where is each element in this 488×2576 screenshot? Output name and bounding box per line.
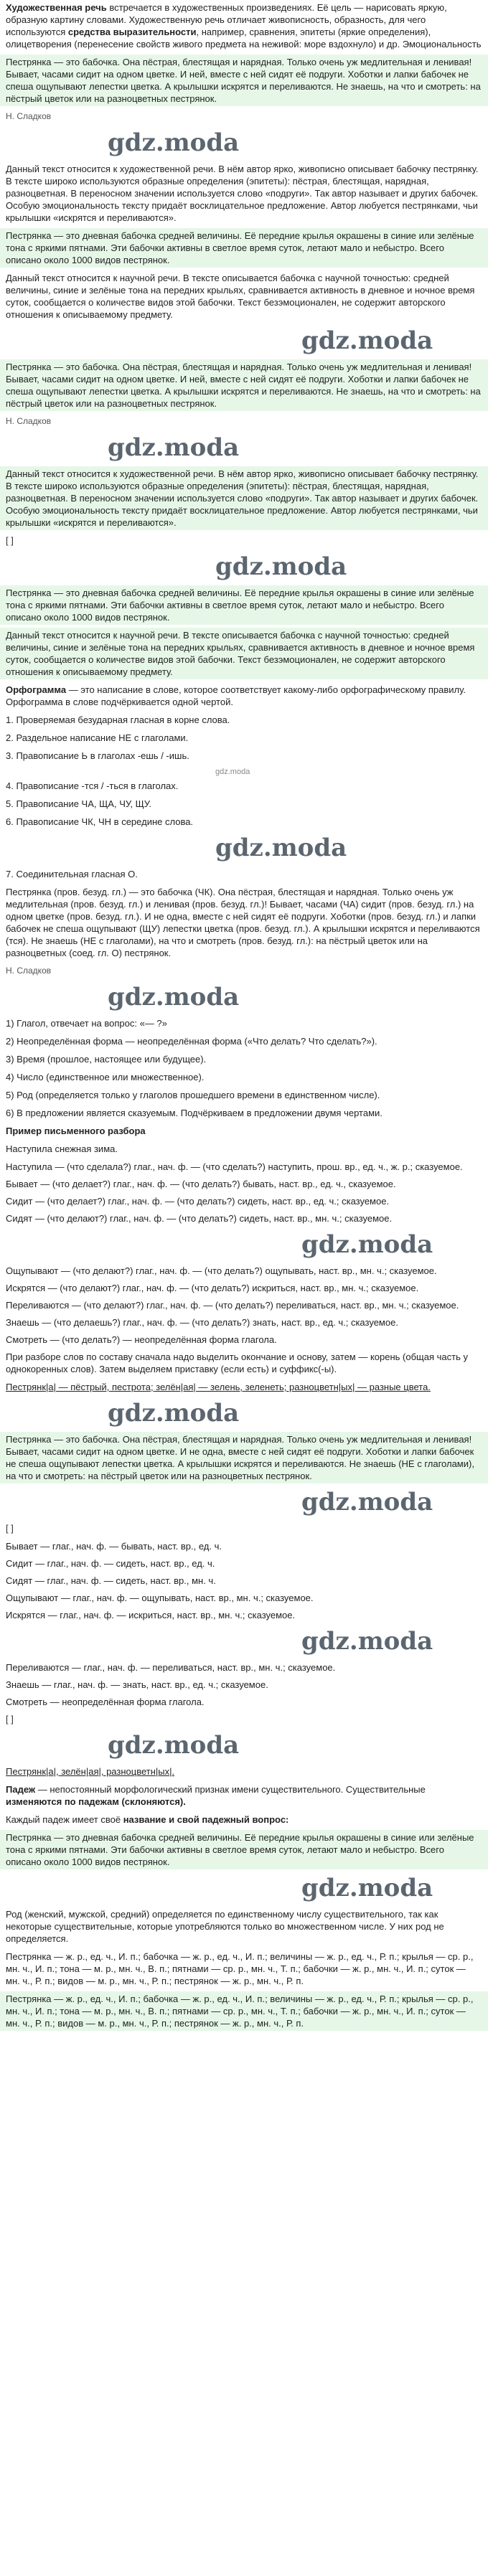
orthogram-rule: 7. Соединительная гласная О. [6, 869, 138, 879]
orthogram-definition [0, 682, 488, 709]
orthogram-term: Орфограмма [6, 684, 67, 695]
intro-text: встречается в художественных произведениях. Её цель — нарисовать яркую, образную картину словами. Художественную речь отличает живописность, образность, для чего используются [6, 2, 447, 37]
verb-feature: 4) Число (единственное или множественное). [6, 1072, 205, 1082]
example-sentence: Наступила снежная зима. [6, 1143, 118, 1154]
repeat-analysis: Ощупывают — глаг., нач. ф. — ощупывать, наст. вр., мн. ч.; сказуемое. [6, 1593, 314, 1603]
intro-term2: средства выразительности [67, 27, 197, 37]
orthogram-rule: 6. Правописание ЧК, ЧН в середине слова. [6, 816, 194, 827]
repeat-analysis: Сидит — глаг., нач. ф. — сидеть, наст. вр., ед. ч. [6, 1558, 215, 1569]
orthogram-rule: 3. Правописание Ь в глаголах -ешь / -ишь. [6, 750, 189, 761]
case-each [0, 1812, 488, 1827]
watermark-logo: gdz.moda [108, 983, 240, 1011]
scientific-source-1: Пестрянка — это дневная бабочка средней величины. Её передние крылья окрашены в синие или зелёные тона с яркими пятнами. Эти бабочки активны в светлое время суток, летают мало и небыстро. Всего описано около 1000 видов пестрянок. [0, 228, 488, 268]
watermark-logo: gdz.moda [215, 834, 347, 862]
example-title-text: Пример письменного разбора [6, 1126, 146, 1136]
watermark-logo: gdz.moda [301, 326, 433, 355]
gender-note: Род (женский, мужской, средний) определяется по единственному числу существительного, так как некоторые существительные, которые употребляются только во множественном числе. У них род не определяется. [6, 1909, 444, 1944]
case-parse-1: Пестрянка — ж. р., ед. ч., И. п.; бабочка — ж. р., ед. ч., И. п.; величины — ж. р., ед. ч., Р. п.; крылья — ср. р., мн. ч., И. п.; тона — м. р., мн. ч., В. п.; пятнами — ср. р., мн. ч., Т. п.; бабочки — ж. р., мн. ч., И. п.; суток — мн. ч., Р. п.; видов — м. р., мн. ч., Р. п.; пестрянок — ж. р., мн. ч., Р. п. [6, 1951, 474, 1986]
orthogram-rule: 5. Правописание ЧА, ЩА, ЧУ, ЩУ. [6, 798, 151, 809]
intro-paragraph [0, 0, 488, 52]
verb-analysis: Сидит — (что делает?) глаг., нач. ф. — (что делать?) сидеть, наст. вр., ед. ч.; сказуемое. [6, 1196, 390, 1207]
watermark-logo: gdz.moda [108, 433, 240, 462]
verb-intro: 1) Глагол, отвечает на вопрос: «— ?» [6, 1018, 167, 1029]
watermark-logo: gdz.moda [215, 552, 347, 581]
watermark-logo: gdz.moda [301, 1230, 433, 1259]
case-each-text: Каждый падеж имеет своё [6, 1814, 123, 1825]
orthogram-text: — это написание в слове, которое соответствует какому-либо орфографическому правилу. Орфограмма в слове подчёркивается одной чертой. [6, 684, 466, 707]
morph-words: Пестрянк|а| — пёстрый, пестрота; зелён|ая| — зелень, зеленеть; разноцветн|ых| — разные цвета. [6, 1382, 431, 1392]
example-title [0, 1123, 488, 1138]
orthogram-rule: 2. Раздельное написание НЕ с глаголами. [6, 732, 189, 743]
scientific-source-2: Пестрянка — это дневная бабочка средней величины. Её передние крылья окрашены в синие или зелёные тона с яркими пятнами. Эти бабочки активны в светлое время суток, летают мало и небыстро. Всего описано около 1000 видов пестрянок. [0, 585, 488, 625]
case-bold: изменяются по падежам (склоняются). [6, 1796, 186, 1807]
case-definition [0, 1782, 488, 1809]
case-text: — непостоянный морфологический признак имени существительного. Существительные [35, 1784, 426, 1795]
author-2: Н. Сладков [6, 416, 52, 426]
morph-words-2: Пестрянк|а|, зелён|ая|, разноцветн|ых|. [6, 1766, 175, 1777]
repeat-analysis: Сидят — глаг., нач. ф. — сидеть, наст. вр., мн. ч. [6, 1575, 216, 1586]
intro-term: Художественная речь [6, 2, 107, 13]
verb-analysis: Сидят — (что делают?) глаг., нач. ф. — (что делать?) сидеть, наст. вр., мн. ч.; сказуемое. [6, 1213, 393, 1224]
watermark-logo: gdz.moda [108, 128, 240, 157]
case-parse-2: Пестрянка — ж. р., ед. ч., И. п.; бабочка — ж. р., ед. ч., И. п.; величины — ж. р., ед. ч., Р. п.; крылья — ср. р., мн. ч., И. п.; тона — м. р., мн. ч., В. п.; пятнами — ср. р., мн. ч., Т. п.; бабочки — ж. р., мн. ч., И. п.; суток — мн. ч., Р. п.; видов — м. р., мн. ч., Р. п.; пестрянок — ж. р., мн. ч., Р. п. [0, 1991, 488, 2031]
repeat-analysis: Искрятся — глаг., нач. ф. — искриться, наст. вр., мн. ч.; сказуемое. [6, 1610, 296, 1620]
scientific-analysis-1: Данный текст относится к научной речи. В тексте описывается бабочка с научной точностью: средней величины, синие и зелёные тона на передних крыльях, сравнивается активность в дневное и ночное время суток, сообщается о количестве видов этой бабочки. Текст безэмоционален, не содержит авторского отношения к описываемому предмету. [6, 273, 475, 320]
verb-analysis: Бывает — (что делает?) глаг., нач. ф. — (что делать?) бывать, наст. вр., ед. ч., сказуемое. [6, 1179, 396, 1189]
brackets-1: [ ] [6, 535, 14, 546]
verb-feature: 3) Время (прошлое, настоящее или будущее). [6, 1054, 207, 1065]
scientific-analysis-2: Данный текст относится к научной речи. В тексте описывается бабочка с научной точностью: средней величины, синие и зелёные тона на передних крыльях, сравнивается активность в дневное и ночное время суток, сообщается о количестве видов этой бабочки. Текст безэмоционален, не содержит авторского отношения к описываемому предмету. [0, 628, 488, 679]
repeat-text: Пестрянка — это бабочка. Она пёстрая, блестящая и нарядная. Только очень уж медлительная и ленивая! Бывает, часами сидит на одном цветке. И не одна, вместе с ней сидят её подруги. Хоботки и лапки бабочек не спеша ощупывают лепестки цветка. А крылышки искрятся и переливаются. Не знаешь (НЕ с глаголами), на что и смотреть: на пёстрый цветок или на разноцветных пестрянок. [0, 1432, 488, 1483]
verb-feature: 2) Неопределённая форма — неопределённая форма («Что делать? Что сделать?»). [6, 1036, 377, 1047]
repeat-analysis: Смотреть — неопределённая форма глагола. [6, 1697, 205, 1707]
orthogram-rule: 1. Проверяемая безударная гласная в корне слова. [6, 714, 230, 725]
verb-analysis: Искрятся — (что делают?) глаг., нач. ф. — (что делать?) искриться, наст. вр., мн. ч.; сказуемое. [6, 1283, 419, 1293]
watermark-logo: gdz.moda [108, 1731, 240, 1760]
orthogram-marked-text: Пестрянка (пров. безуд. гл.) — это бабочка (ЧК). Она пёстрая, блестящая и нарядная. Только очень уж медлительная (пров. безуд. гл.) и ленивая (пров. безуд. гл.)! Бывает, часами (ЧА) сидит (пров. безуд. гл.) на одном цветке (пров. безуд. гл.). И не одна, вместе с ней сидят её подруги. Хоботки (пров. безуд. гл.) и лапки бабочек не спеша ощупывают (ЩУ) лепестки цветка (пров. безуд. гл.). А крылышки искрятся и переливаются (тся). Не знаешь (НЕ с глаголами), на что и смотреть (пров. безуд. гл.): на пёстрый цветок или на разноцветных (соед. гл. О) пестрянок. [6, 887, 480, 958]
artistic-analysis-2: Данный текст относится к художественной речи. В нём автор ярко, живописно описывает бабочку пестрянку. В тексте широко используются образные определения (эпитеты): пёстрая, блестящая, нарядная, разноцветная. В переносном значении используется слово «подруги». Так автор называет и других бабочек. Особую эмоциональность тексту придаёт восклицательное предложение. Автор любуется пестрянками, чьи крылышки «искрятся и переливаются». [0, 466, 488, 530]
author-1: Н. Сладков [6, 111, 52, 121]
verb-analysis: Ощупывают — (что делают?) глаг., нач. ф. — (что делать?) ощупывать, наст. вр., мн. ч.; сказуемое. [6, 1265, 437, 1276]
case-scientific-text: Пестрянка — это дневная бабочка средней величины. Её передние крылья окрашены в синие или зелёные тона с яркими пятнами. Эти бабочки активны в светлое время суток, летают мало и небыстро. Всего описано около 1000 видов пестрянок. [0, 1830, 488, 1869]
watermark-logo: gdz.moda [301, 1627, 433, 1656]
repeat-analysis: Знаешь — глаг., нач. ф. — знать, наст. вр., ед. ч.; сказуемое. [6, 1679, 268, 1690]
repeat-analysis: Переливаются — глаг., нач. ф. — переливаться, наст. вр., мн. ч.; сказуемое. [6, 1662, 336, 1673]
watermark-small: gdz.moda [215, 768, 250, 776]
watermark-logo: gdz.moda [301, 1874, 433, 1902]
verb-feature: 5) Род (определяется только у глаголов прошедшего времени в единственном числе). [6, 1090, 380, 1100]
verb-feature: 6) В предложении является сказуемым. Подчёркиваем в предложении двумя чертами. [6, 1108, 383, 1118]
verb-analysis: Знаешь — (что делаешь?) глаг., нач. ф. — (что делать?) знать, наст. вр., ед. ч.; сказуемое. [6, 1317, 398, 1328]
verb-analysis: Переливаются — (что делают?) глаг., нач. ф. — (что делать?) переливаться, наст. вр., мн. ч.; сказуемое. [6, 1300, 459, 1311]
morph-note: При разборе слов по составу сначала надо выделить окончание и основу, затем — корень (общая часть у однокоренных слов). Затем выделяем приставку (если есть) и суффикс(-ы). [6, 1351, 468, 1374]
watermark-logo: gdz.moda [108, 1399, 240, 1428]
brackets-2: [ ] [6, 1523, 14, 1534]
butterfly-text-2: Пестрянка — это бабочка. Она пёстрая, блестящая и нарядная. Только очень уж медлительная и ленивая! Бывает, часами сидит на одном цветке. И ней, вместе с ней сидят её подруги. Хоботки и лапки бабочек не спеша ощупывают лепестки цветка. А крылышки искрятся и переливаются. Не знаешь, на что и смотреть: на пёстрый цветок или на разноцветных пестрянок. [0, 359, 488, 411]
orthogram-rule: 4. Правописание -тся / -ться в глаголах. [6, 780, 179, 791]
butterfly-text-1: Пестрянка — это бабочка. Она пёстрая, блестящая и нарядная. Только очень уж медлительная и ленивая! Бывает, часами сидит на одном цветке. И ней, вместе с ней сидят её подруги. Хоботки и лапки бабочек не спеша ощупывают лепестки цветка. А крылышки искрятся и переливаются. Не знаешь, на что и смотреть: на пёстрый цветок или на разноцветных пестрянок. [0, 55, 488, 106]
verb-analysis: Наступила — (что сделала?) глаг., нач. ф. — (что сделать?) наступить, прош. вр., ед. ч., ж. р.; сказуемое. [6, 1161, 463, 1172]
verb-analysis: Смотреть — (что делать?) — неопределённая форма глагола. [6, 1334, 277, 1345]
artistic-analysis-1: Данный текст относится к художественной речи. В нём автор ярко, живописно описывает бабочку пестрянку. В тексте широко используются образные определения (эпитеты): пёстрая, блестящая, нарядная, разноцветная. В переносном значении используется слово «подруги». Так автор называет и других бабочек. Особую эмоциональность тексту придаёт восклицательное предложение. Автор любуется пестрянками, чьи крылышки «искрятся и переливаются». [6, 164, 479, 223]
author-3: Н. Сладков [6, 966, 52, 976]
repeat-analysis: Бывает — глаг., нач. ф. — бывать, наст. вр., ед. ч. [6, 1541, 222, 1552]
brackets-3: [ ] [6, 1714, 14, 1725]
watermark-logo: gdz.moda [301, 1488, 433, 1516]
case-each-bold: название и свой падежный вопрос: [123, 1814, 289, 1825]
intro-text2: , например, сравнения, эпитеты (яркие определения), олицетворения (перенесение свойств живого предмета на неживой: море вздохнуло) и др. Эмоциональность [6, 27, 482, 49]
case-term: Падеж [6, 1784, 36, 1795]
